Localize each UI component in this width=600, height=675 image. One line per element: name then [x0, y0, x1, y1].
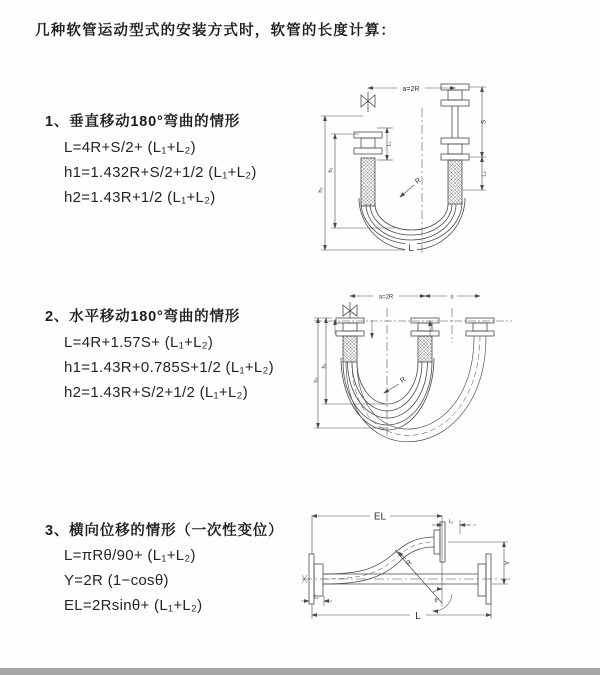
- dim-label-l1: L₁: [314, 594, 319, 601]
- dim-label-h2: h₂: [313, 377, 320, 383]
- middle-pipe-flange: [411, 318, 439, 336]
- section-3-heading: 3、横向位移的情形（一次性变位）: [45, 523, 284, 539]
- construction-lines: [395, 516, 452, 611]
- section-1-formula-l: L=4R+S/2+ (L₁+L₂): [64, 139, 196, 156]
- radius-leader: [400, 185, 414, 197]
- displaced-flange: [434, 522, 445, 562]
- dim-label-l2: L₂: [481, 171, 488, 177]
- section-2-heading: 2、水平移动180°弯曲的情形: [45, 309, 241, 325]
- radius-label: R: [405, 559, 414, 568]
- section-2-formula-l: L=4R+1.57S+ (L₁+L₂): [64, 334, 214, 351]
- dimension-h2: [314, 318, 388, 428]
- dim-label-l1: L₁: [386, 141, 393, 147]
- section-3-formula-y: Y=2R (1−cosθ): [64, 572, 169, 589]
- page-bottom-edge: [0, 668, 600, 675]
- left-braided-hose: [361, 158, 375, 206]
- right-braided-hose: [448, 160, 462, 204]
- left-pipe-flange: [336, 318, 364, 336]
- section-2-formula-h2: h2=1.43R+S/2+1/2 (L₁+L₂): [64, 384, 249, 401]
- dim-label-a2r: a=2R: [402, 85, 420, 93]
- dim-label-s: S: [480, 119, 488, 125]
- section-3-formula-el: EL=2Rsinθ+ (L₁+L₂): [64, 597, 203, 614]
- radius-leader: [384, 384, 399, 393]
- dimension-l: [312, 604, 491, 621]
- section-1-heading: 1、垂直移动180°弯曲的情形: [45, 114, 241, 130]
- shifted-pipe-flange: [466, 318, 494, 336]
- left-pipe-flange: [354, 132, 382, 154]
- hose-u-bend: [341, 358, 434, 430]
- section-1-formula-h2: h2=1.43R+1/2 (L₁+L₂): [64, 189, 216, 206]
- section-3-formula-l: L=πRθ/90+ (L₁+L₂): [64, 547, 196, 564]
- dim-label-h1: h₁: [321, 363, 328, 369]
- length-label: L: [408, 243, 414, 254]
- middle-braided-hose: [418, 336, 432, 362]
- radius-label: R: [414, 177, 423, 186]
- dim-label-h1: h₁: [328, 167, 334, 173]
- angle-label: θ: [434, 598, 438, 604]
- section-2-formula-h1: h1=1.43R+0.785S+1/2 (L₁+L₂): [64, 359, 274, 376]
- dimension-l2: [432, 520, 476, 534]
- left-braided-hose: [343, 336, 357, 362]
- dimension-a2r: [350, 292, 480, 300]
- dim-label-h2: h₂: [318, 187, 324, 193]
- diagram-horizontal-180-bend: [312, 288, 517, 443]
- radius-label: R: [399, 376, 408, 385]
- right-pipe-flanges: [441, 84, 469, 160]
- dim-label-el: EL: [373, 511, 387, 523]
- dim-label-a2r: a=2R: [378, 294, 394, 301]
- diagram-lateral-displacement: [300, 506, 515, 631]
- valve-icon: [361, 92, 375, 112]
- dim-label-l2: L₂: [448, 519, 454, 525]
- diagram-vertical-180-bend: [315, 78, 495, 256]
- section-1-formula-h1: h1=1.432R+S/2+1/2 (L₁+L₂): [64, 164, 257, 181]
- page-title: 几种软管运动型式的安装方式时，软管的长度计算：: [35, 23, 397, 39]
- dim-label-s: s: [450, 293, 454, 301]
- valve-icon: [343, 302, 357, 318]
- dim-label-y: Y: [504, 560, 512, 566]
- hose-s-curve: [323, 537, 434, 584]
- dim-label-l: L: [415, 611, 421, 622]
